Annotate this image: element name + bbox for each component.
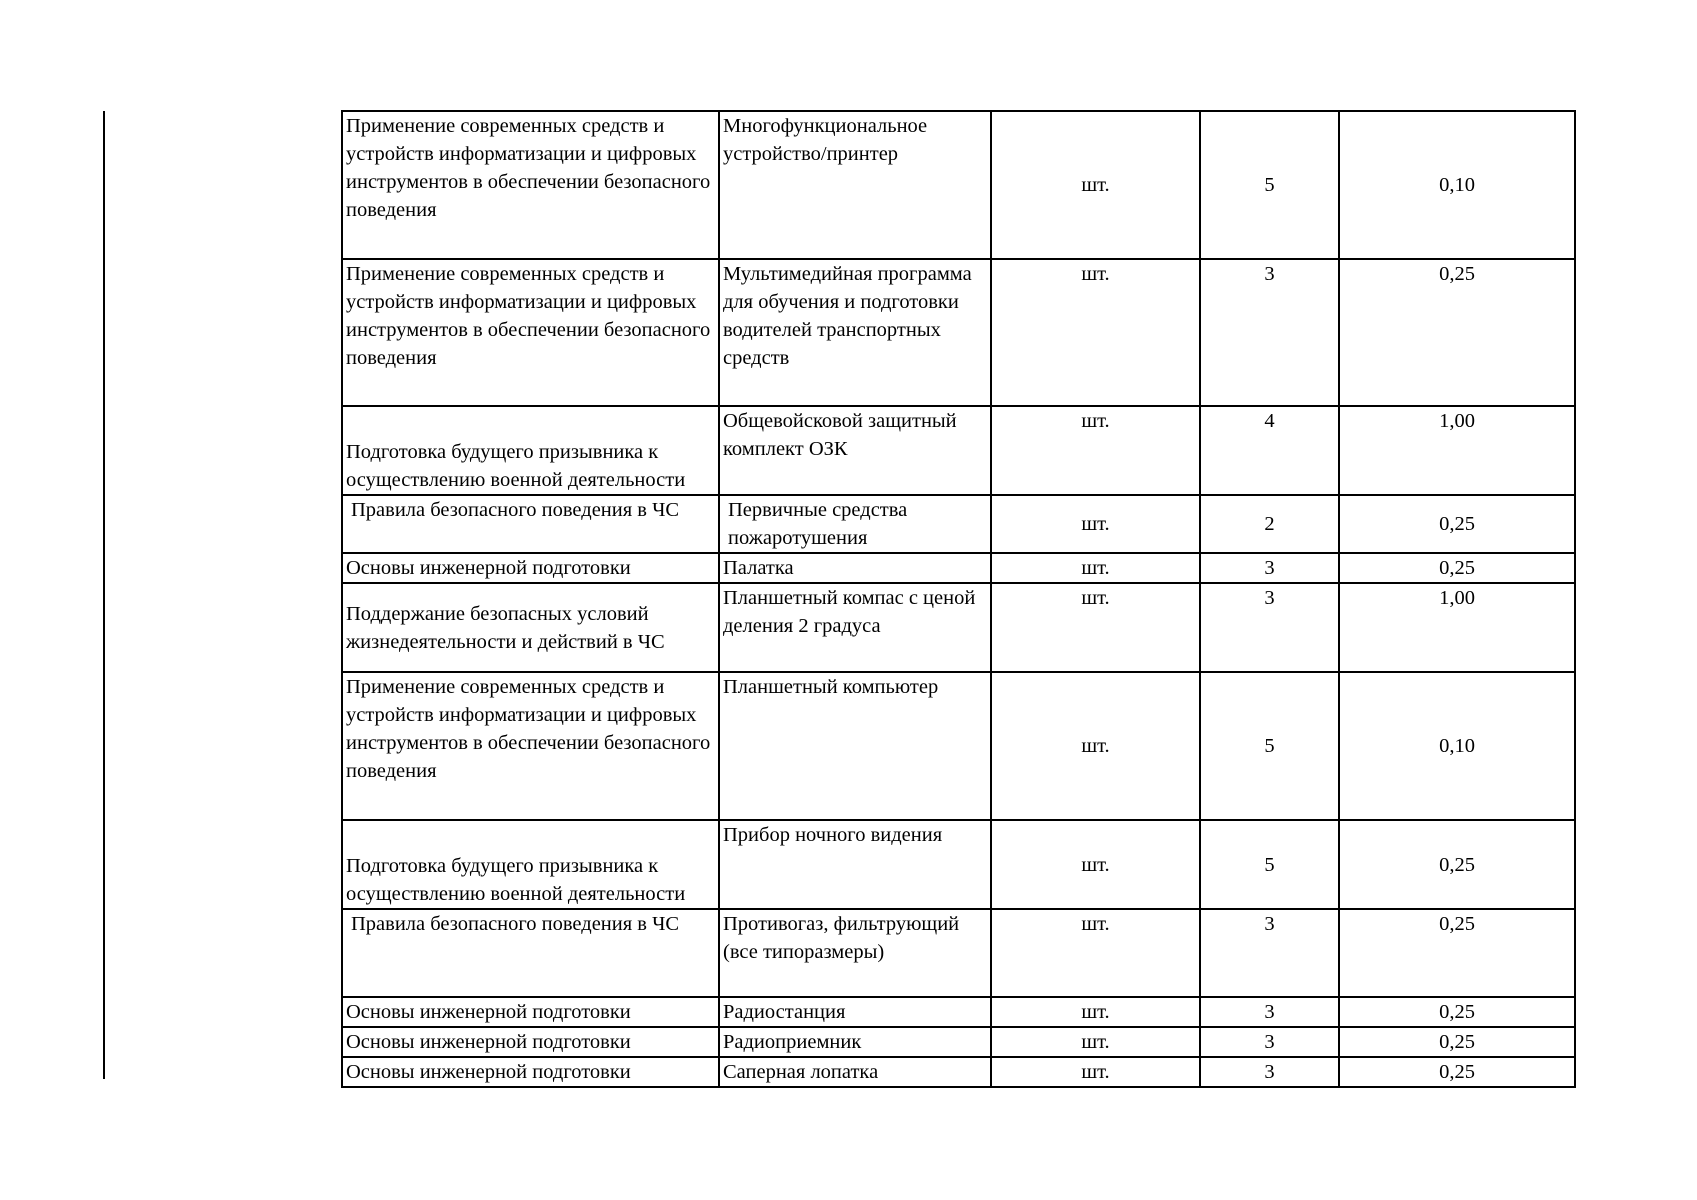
unit-cell: шт. <box>991 909 1200 997</box>
unit-cell: шт. <box>991 583 1200 672</box>
section-cell: Основы инженерной подготовки <box>342 1057 719 1087</box>
quantity-cell: 3 <box>1200 1057 1339 1087</box>
unit-cell: шт. <box>991 111 1200 259</box>
quantity-cell: 3 <box>1200 909 1339 997</box>
value-cell: 0,25 <box>1339 909 1575 997</box>
item-cell: Противогаз, фильтрующий (все типоразмеры) <box>719 909 991 997</box>
section-cell: Основы инженерной подготовки <box>342 997 719 1027</box>
value-cell: 1,00 <box>1339 406 1575 495</box>
table-row <box>342 553 1575 583</box>
unit-cell: шт. <box>991 495 1200 553</box>
value-cell: 0,25 <box>1339 997 1575 1027</box>
value-cell: 0,25 <box>1339 553 1575 583</box>
item-cell: Многофункциональное устройство/принтер <box>719 111 991 259</box>
quantity-cell: 2 <box>1200 495 1339 553</box>
section-cell: Применение современных средств и устройств информатизации и цифровых инструментов в обеспечении безопасного поведения <box>342 672 719 820</box>
table-row <box>342 820 1575 909</box>
page-margin-line <box>103 111 105 1079</box>
unit-cell: шт. <box>991 259 1200 406</box>
section-cell: Основы инженерной подготовки <box>342 553 719 583</box>
table-row <box>342 111 1575 259</box>
section-cell: Поддержание безопасных условий жизнедеятельности и действий в ЧС <box>342 583 719 672</box>
item-cell: Планшетный компас с ценой деления 2 градуса <box>719 583 991 672</box>
table-row <box>342 1027 1575 1057</box>
value-cell: 0,25 <box>1339 820 1575 909</box>
section-cell: Подготовка будущего призывника к осуществлению военной деятельности <box>342 406 719 495</box>
section-cell: Применение современных средств и устройств информатизации и цифровых инструментов в обеспечении безопасного поведения <box>342 259 719 406</box>
quantity-cell: 5 <box>1200 672 1339 820</box>
table-row <box>342 495 1575 553</box>
quantity-cell: 5 <box>1200 111 1339 259</box>
quantity-cell: 3 <box>1200 997 1339 1027</box>
item-cell: Первичные средства пожаротушения <box>719 495 991 553</box>
table-row <box>342 672 1575 820</box>
unit-cell: шт. <box>991 997 1200 1027</box>
value-cell: 1,00 <box>1339 583 1575 672</box>
item-cell: Прибор ночного видения <box>719 820 991 909</box>
equipment-table <box>341 110 1576 1088</box>
table-row <box>342 909 1575 997</box>
value-cell: 0,25 <box>1339 1027 1575 1057</box>
table-row <box>342 406 1575 495</box>
value-cell: 0,10 <box>1339 111 1575 259</box>
item-cell: Планшетный компьютер <box>719 672 991 820</box>
section-cell: Правила безопасного поведения в ЧС <box>342 909 719 997</box>
unit-cell: шт. <box>991 553 1200 583</box>
quantity-cell: 3 <box>1200 553 1339 583</box>
table-row <box>342 1057 1575 1087</box>
quantity-cell: 3 <box>1200 1027 1339 1057</box>
section-cell: Правила безопасного поведения в ЧС <box>342 495 719 553</box>
value-cell: 0,25 <box>1339 1057 1575 1087</box>
section-cell: Основы инженерной подготовки <box>342 1027 719 1057</box>
quantity-cell: 4 <box>1200 406 1339 495</box>
item-cell: Радиоприемник <box>719 1027 991 1057</box>
item-cell: Саперная лопатка <box>719 1057 991 1087</box>
item-cell: Палатка <box>719 553 991 583</box>
item-cell: Радиостанция <box>719 997 991 1027</box>
section-cell: Подготовка будущего призывника к осуществлению военной деятельности <box>342 820 719 909</box>
table-row <box>342 583 1575 672</box>
item-cell: Общевойсковой защитный комплект ОЗК <box>719 406 991 495</box>
section-cell: Применение современных средств и устройств информатизации и цифровых инструментов в обеспечении безопасного поведения <box>342 111 719 259</box>
quantity-cell: 5 <box>1200 820 1339 909</box>
unit-cell: шт. <box>991 1027 1200 1057</box>
unit-cell: шт. <box>991 672 1200 820</box>
item-cell: Мультимедийная программа для обучения и подготовки водителей транспортных средств <box>719 259 991 406</box>
value-cell: 0,25 <box>1339 495 1575 553</box>
value-cell: 0,25 <box>1339 259 1575 406</box>
quantity-cell: 3 <box>1200 259 1339 406</box>
unit-cell: шт. <box>991 1057 1200 1087</box>
unit-cell: шт. <box>991 406 1200 495</box>
table-row <box>342 259 1575 406</box>
value-cell: 0,10 <box>1339 672 1575 820</box>
table-row <box>342 997 1575 1027</box>
unit-cell: шт. <box>991 820 1200 909</box>
quantity-cell: 3 <box>1200 583 1339 672</box>
